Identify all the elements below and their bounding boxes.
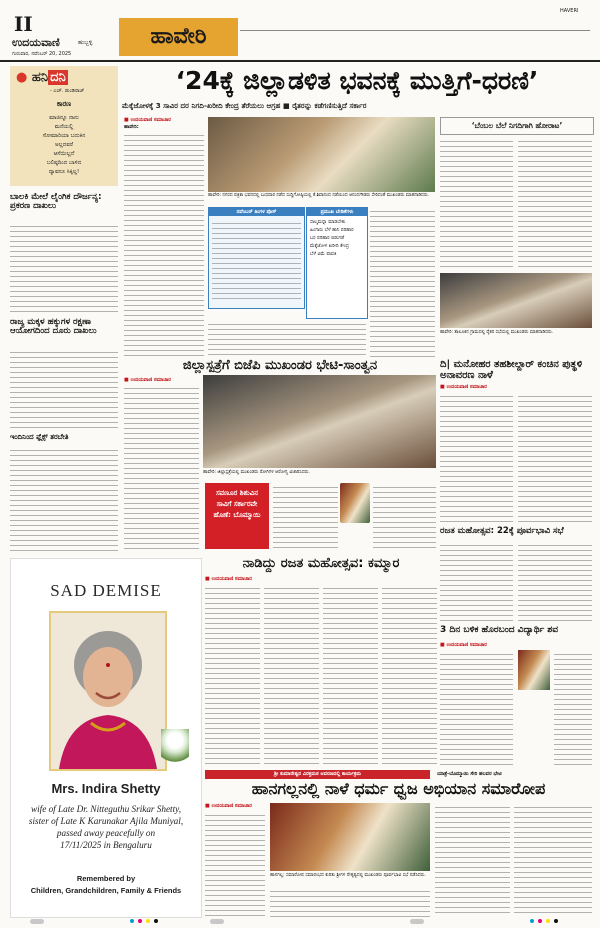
obituary-line: sister of Late K Karunakar Ajila Muniyal,	[28, 816, 184, 826]
rajata-dateline: ■ ಉದಯವಾಣಿ ಸಮಾಚಾರ	[205, 576, 252, 582]
box2-title: ಪ್ರಮುಖ ಬೇಡಿಕೆಗಳು	[307, 208, 367, 216]
lead-dateline: ■ ಉದಯವಾಣಿ ಸಮಾಚಾರ	[124, 117, 171, 123]
poem-line: ಸೋಮಾರಿಯಾ ಬದುಕಿನ	[42, 133, 86, 139]
dharma-kicker-bar	[205, 770, 592, 779]
dharma-dateline: ■ ಉದಯವಾಣಿ ಸಮಾಚಾರ	[205, 803, 252, 809]
dharma-kicker-left: ಶ್ರೀ ಕುಮಾರೇಶ್ವರ ವಿರಕ್ತಮಠ ಆವರಣದಲ್ಲಿ ಕಾರ್ಯಕ್ರಮ	[205, 770, 430, 779]
obituary-title: SAD DEMISE	[50, 581, 162, 600]
promo-red-text: ಸವಣೂರ ಶಿಶುವಿನ ಸಾವಿಗೆ ಸರ್ಕಾರವೇ ಹೊಣೆ: ಬೊಮ್ಮಾಯಿ	[213, 489, 261, 519]
dharma-body-a	[205, 811, 265, 916]
reg-mark	[138, 919, 142, 923]
lead-caption: ಹಾವೇರಿ: ನಗರದ ಪತ್ರಿಕಾ ಭವನದಲ್ಲಿ ಬುಧವಾರ ನಡೆದ ಸುದ್ದಿಗೋಷ್ಠಿಯಲ್ಲಿ ಕೆ.ಶಿವಾನಂದ ನಡೆಯಿಂದ ಆನಂದಗೌಡರು ಸೇರಿದಂತೆ ಮುಖಂಡರು ಮಾತನಾಡಿದರು.	[208, 193, 430, 198]
promo-portrait	[340, 483, 370, 523]
sidebar-story3-body	[10, 446, 118, 552]
dharma-kicker-right: ಯಾತ್ರೆ-ಬೊಮ್ಮಾಯಿ ಸೇರಿ ಹಲವರ ಭೇಟಿ	[437, 771, 502, 777]
reg-mark	[210, 919, 224, 924]
page-number: II	[14, 12, 33, 36]
lead-sidebar-caption: ಹಾವೇರಿ: ತಾಲೂಕಿನ ಗ್ರಾಮದಲ್ಲಿ ರೈತರ ಸಭೆಯಲ್ಲಿ ಮುಖಂಡರು ಮಾತನಾಡಿದರು.	[440, 330, 554, 335]
reg-mark	[530, 919, 534, 923]
sidebar-story1-head: ಬಾಲಕಿ ಮೇಲೆ ಲೈಂಗಿಕ ದೌರ್ಜನ್ಯ: ಪ್ರಕರಣ ದಾಖಲು	[10, 192, 102, 211]
poem-byline: - ಎಚ್. ಡುಂಡಿರಾಜ್	[50, 88, 85, 94]
lead-body-under-boxes	[208, 320, 366, 358]
edition-label: ಹುಬ್ಬಳ್ಳಿ	[78, 39, 93, 46]
right-story2-body-b	[518, 541, 592, 621]
date-line: ಗುರುವಾರ, ನವೆಂಬರ್ 20, 2025	[12, 51, 72, 57]
right-story2-body-a	[440, 541, 513, 621]
obituary-name: Mrs. Indira Shetty	[51, 781, 161, 796]
drop-icon: ●	[16, 70, 28, 85]
rajata-body-d	[382, 584, 437, 764]
poem-line: ಬಲಿಷ್ಠದಿಂದ ಬಾಳಿದ	[46, 160, 82, 166]
sidebar-story1-body	[10, 222, 118, 312]
lead-sidebar-head-box	[440, 117, 594, 135]
lead-body-col1	[124, 131, 204, 358]
promo-red-box	[205, 483, 269, 549]
obituary-box	[10, 558, 202, 918]
rajata-body-a	[205, 584, 260, 764]
bjp-dateline: ■ ಉದಯವಾಣಿ ಸಮಾಚಾರ	[124, 377, 171, 383]
sidebar-story2-body	[10, 348, 118, 430]
lead-photo	[208, 117, 435, 192]
dharma-caption: ಹಾನಗಲ್ಲ: ಸಮಾರೋಪ ಸಮಾರಂಭದ ಕುರಿತು ಶ್ರೀಗಳ ನೇತೃತ್ವದಲ್ಲಿ ಮುಖಂಡರು ಪೂರ್ವಭಾವಿ ಸಭೆ ನಡೆಸಿದರು.	[270, 873, 426, 878]
obituary-line: passed away peacefully on	[56, 828, 156, 838]
lead-sidebar-body-b	[518, 137, 592, 270]
lead-headline: ‘24ಕ್ಕೆ ಜಿಲ್ಲಾಡಳಿತ ಭವನಕ್ಕೆ ಮುತ್ತಿಗೆ-ಧರಣಿ’	[175, 66, 539, 95]
right-story1-head: ದಿ| ಮನೋಹರ ತಹಶೀಲ್ದಾರ್ ಕಂಚಿನ ಪುತ್ಥಳಿ ಅನಾವರಣ ನಾಳೆ	[440, 359, 583, 381]
poem-line: ಮನೆಯಲ್ಲಿ	[54, 124, 74, 130]
rajata-headline: ನಾಡಿದ್ದು ರಜತ ಮಹೋತ್ಸವ: ಕಮ್ಮಾರ	[242, 556, 400, 571]
promo-body-a	[273, 483, 338, 549]
hani-logo	[16, 70, 68, 85]
reg-mark	[538, 919, 542, 923]
lead-box2	[306, 207, 368, 319]
reg-mark	[410, 919, 424, 924]
rajata-body-c	[323, 584, 378, 764]
reg-mark	[30, 919, 44, 924]
bjp-body-col1	[124, 384, 199, 549]
brand-dani: ದನಿ	[50, 70, 66, 85]
brand-ha: ಹನಿ	[31, 70, 49, 85]
reg-mark	[146, 919, 150, 923]
obituary-remembered: Remembered by	[76, 874, 136, 883]
right-story3-body-b	[554, 650, 592, 767]
right-story1-body-b	[518, 392, 592, 522]
box2-list	[307, 216, 367, 262]
box2-item: ಬರ ಪರಿಹಾರ ಬಿಡುಗಡೆ	[310, 236, 345, 241]
sidebar-story2-head: ರಾಜ್ಯ ಮಕ್ಕಳ ಹಕ್ಕುಗಳ ರಕ್ಷಣಾ ಆಯೋಗದಿಂದ ದೂರು ದಾಖಲು	[10, 317, 97, 336]
reg-mark	[154, 919, 158, 923]
lead-sidebar-body-a	[440, 137, 513, 270]
right-story3-body-a	[440, 650, 513, 767]
lead-sidebar-photo	[440, 273, 592, 328]
registration-marks	[30, 919, 590, 925]
right-story1-dateline: ■ ಉದಯವಾಣಿ ಸಮಾಚಾರ	[440, 384, 487, 390]
rajata-body-b	[264, 584, 319, 764]
reg-mark	[130, 919, 134, 923]
dharma-photo	[270, 803, 430, 871]
bjp-caption: ಹಾವೇರಿ: ಜಿಲ್ಲಾಸ್ಪತ್ರೆಯಲ್ಲಿ ಮುಖಂಡರು ರೋಗಿಗಳ ಆರೋಗ್ಯ ವಿಚಾರಿಸಿದರು.	[203, 470, 310, 475]
poem-line: ದ್ಯಾವನೂ ಸಿಕ್ಕಿಲ್ಲ!	[48, 169, 80, 175]
dharma-body-d	[514, 803, 592, 917]
lead-subhead: ಮೆಕ್ಕೆಜೋಳಕ್ಕೆ 3 ಸಾವಿರ ದರ ನಿಗದಿ-ಖರೀದಿ ಕೇಂದ್ರ ತೆರೆಯಲು ಆಗ್ರಹ ■ ರೈತರನ್ನು ಕಡೆಗಣಿಸುತ್ತಿದೆ ಸರ್ಕಾರ	[122, 101, 367, 110]
reg-mark	[546, 919, 550, 923]
box1-title: ನವೆಂಬರ್ ತಿಂಗಳ ಪೊಸ್	[209, 208, 304, 216]
dharma-body-c	[435, 803, 510, 917]
masthead	[0, 0, 600, 62]
obituary-family: Children, Grandchildren, Family & Friends	[30, 886, 182, 895]
box1-body	[212, 219, 301, 303]
promo-body-b	[373, 483, 436, 549]
obituary-details	[11, 803, 201, 851]
bjp-headline: ಜಿಲ್ಲಾಸ್ಪತ್ರೆಗೆ ಬಿಜೆಪಿ ಮುಖಂಡರ ಭೇಟಿ-ಸಾಂತ್ವನ	[182, 358, 378, 373]
poem-line: ಮಾಜಿನ್ನೂ ನಾನು	[49, 115, 79, 121]
dharma-headline: ಹಾನಗಲ್ಲನಲ್ಲಿ ನಾಳೆ ಧರ್ಮ ಧ್ವಜ ಅಭಿಯಾನ ಸಮಾರೋಪ	[251, 779, 546, 798]
right-story3-dateline: ■ ಉದಯವಾಣಿ ಸಮಾಚಾರ	[440, 642, 487, 648]
box2-item: ಮೆಕ್ಕೆಜೋಳ ಖರೀದಿ ಕೇಂದ್ರ	[310, 244, 350, 249]
poem-line: ಅಲ್ಲದವರೆ	[54, 142, 74, 148]
poem-title: ಕಾರಣ	[56, 100, 72, 108]
lead-place: ಹಾವೇರಿ:	[124, 124, 139, 130]
right-story3-photo	[518, 650, 550, 690]
district-banner	[119, 18, 238, 56]
district-title: ಹಾವೇರಿ	[150, 24, 207, 49]
box2-item: ಸಾಲ್ಮಮನ್ನಾ ಮಾಡಬೇಕು	[310, 220, 346, 225]
dharma-body-b	[270, 887, 430, 917]
top-rule	[240, 30, 590, 31]
obituary-portrait	[51, 613, 165, 769]
reg-mark	[554, 919, 558, 923]
brand-name: ಉದಯವಾಣಿ	[12, 36, 60, 49]
obituary-flower	[161, 729, 189, 767]
box2-item: ಹಿಂಗಾರು ಬೆಳೆ ಹಾನಿ ಪರಿಹಾರ	[310, 228, 354, 233]
right-story2-head: ರಜತ ಮಹೋತ್ಸವ: 22ಕ್ಕೆ ಪೂರ್ವಭಾವಿ ಸಭೆ	[440, 526, 564, 536]
page-code: HAVERI	[560, 8, 579, 14]
lead-sidebar-head: ‘ಬೆಂಬಲ ಬೆಲೆ ನಿಗದಿಗಾಗಿ ಹೋರಾಟ’	[471, 121, 563, 130]
poem-line: ಆಸೆಯಿಲ್ಲದೆ	[53, 151, 75, 157]
right-story3-head: 3 ದಿನ ಬಳಿಕ ಹೊರಬಂದ ವಿದ್ಯಾರ್ಥಿ ಶವ	[440, 625, 559, 635]
box2-item: ಬೆಳೆ ವಿಮೆ ಪಾವತಿ	[310, 252, 337, 257]
sidebar-story3-head: ಇಂದಿನಿಂದ ಫ್ಲೆಕ್ಸ್ ತರಬೇತಿ	[10, 433, 69, 441]
hani-dani-box	[10, 66, 118, 186]
obituary-line: 17/11/2025 in Bengaluru	[60, 840, 152, 850]
right-story1-body-a	[440, 392, 513, 522]
lead-body-col3	[370, 207, 435, 357]
lead-box1	[208, 207, 305, 309]
poem-body	[10, 114, 118, 177]
obituary-line: wife of Late Dr. Nitteguthu Srikar Shetty,	[30, 804, 182, 814]
bjp-photo	[203, 375, 436, 468]
obituary-portrait-frame	[49, 611, 167, 771]
